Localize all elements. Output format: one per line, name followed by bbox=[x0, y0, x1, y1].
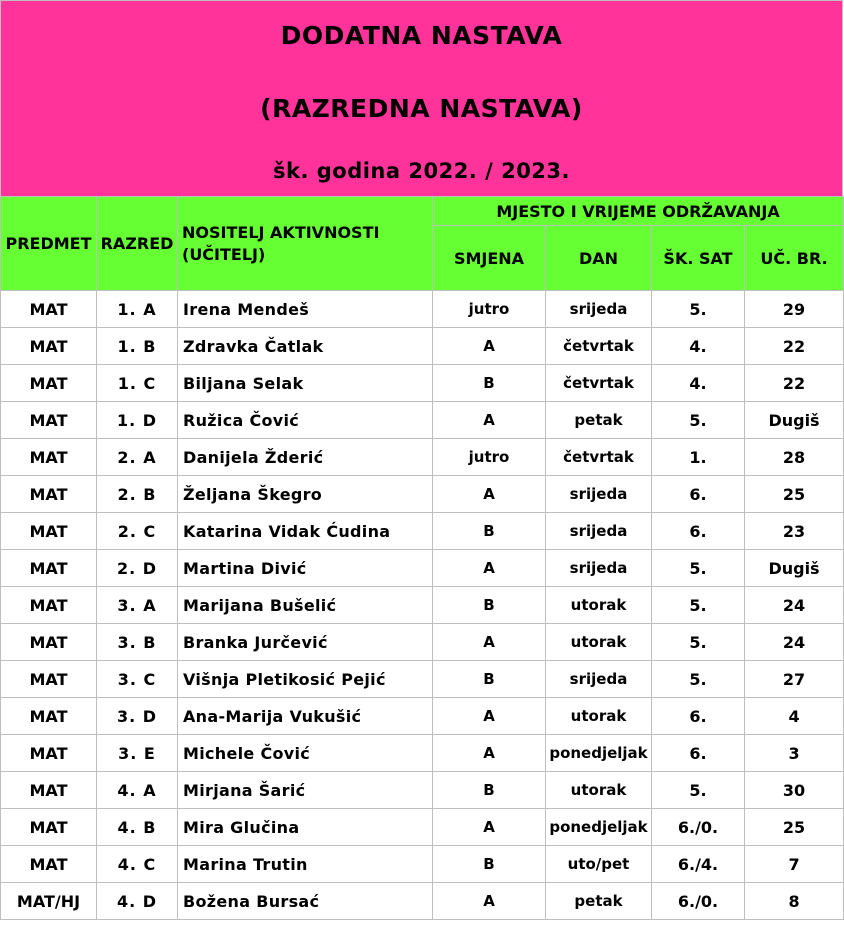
cell-razred: 1. C bbox=[97, 365, 178, 402]
cell-smjena: B bbox=[433, 772, 546, 809]
cell-predmet: MAT bbox=[1, 291, 97, 328]
table-row bbox=[1, 735, 844, 772]
cell-smjena: A bbox=[433, 402, 546, 439]
cell-smjena: jutro bbox=[433, 291, 546, 328]
cell-sk-sat: 6./0. bbox=[652, 883, 745, 920]
table-row bbox=[1, 291, 844, 328]
cell-ucitelj: Branka Jurčević bbox=[178, 624, 433, 661]
cell-razred: 1. A bbox=[97, 291, 178, 328]
cell-smjena: B bbox=[433, 513, 546, 550]
cell-predmet: MAT bbox=[1, 735, 97, 772]
cell-uc-br: Dugiš bbox=[745, 402, 844, 439]
cell-ucitelj: Višnja Pletikosić Pejić bbox=[178, 661, 433, 698]
schedule-table bbox=[0, 196, 844, 920]
cell-dan: srijeda bbox=[546, 513, 652, 550]
cell-ucitelj: Mirjana Šarić bbox=[178, 772, 433, 809]
table-row bbox=[1, 809, 844, 846]
table-row bbox=[1, 698, 844, 735]
cell-sk-sat: 6. bbox=[652, 513, 745, 550]
cell-dan: utorak bbox=[546, 772, 652, 809]
cell-sk-sat: 4. bbox=[652, 328, 745, 365]
cell-ucitelj: Božena Bursać bbox=[178, 883, 433, 920]
cell-uc-br: 24 bbox=[745, 587, 844, 624]
page-subtitle: (RAZREDNA NASTAVA) bbox=[260, 94, 583, 123]
title-block bbox=[0, 0, 843, 196]
cell-smjena: A bbox=[433, 476, 546, 513]
cell-predmet: MAT bbox=[1, 587, 97, 624]
col-header-uc-br: UČ. BR. bbox=[745, 226, 844, 291]
cell-predmet: MAT bbox=[1, 772, 97, 809]
cell-dan: petak bbox=[546, 883, 652, 920]
cell-sk-sat: 4. bbox=[652, 365, 745, 402]
cell-uc-br: 30 bbox=[745, 772, 844, 809]
col-header-sk-sat: ŠK. SAT bbox=[652, 226, 745, 291]
cell-sk-sat: 5. bbox=[652, 587, 745, 624]
school-year: šk. godina 2022. / 2023. bbox=[272, 159, 571, 183]
cell-ucitelj: Ružica Čović bbox=[178, 402, 433, 439]
cell-razred: 3. A bbox=[97, 587, 178, 624]
cell-razred: 4. D bbox=[97, 883, 178, 920]
cell-dan: srijeda bbox=[546, 550, 652, 587]
cell-dan: četvrtak bbox=[546, 328, 652, 365]
cell-smjena: jutro bbox=[433, 439, 546, 476]
cell-uc-br: 29 bbox=[745, 291, 844, 328]
cell-dan: petak bbox=[546, 402, 652, 439]
table-row bbox=[1, 772, 844, 809]
cell-razred: 3. C bbox=[97, 661, 178, 698]
cell-ucitelj: Michele Čović bbox=[178, 735, 433, 772]
col-header-mjesto-group: MJESTO I VRIJEME ODRŽAVANJA bbox=[433, 197, 844, 226]
cell-uc-br: 27 bbox=[745, 661, 844, 698]
col-header-razred: RAZRED bbox=[97, 197, 178, 291]
cell-predmet: MAT bbox=[1, 809, 97, 846]
cell-predmet: MAT bbox=[1, 550, 97, 587]
cell-dan: uto/pet bbox=[546, 846, 652, 883]
cell-ucitelj: Zdravka Čatlak bbox=[178, 328, 433, 365]
cell-dan: utorak bbox=[546, 698, 652, 735]
cell-razred: 2. C bbox=[97, 513, 178, 550]
cell-dan: srijeda bbox=[546, 661, 652, 698]
table-row bbox=[1, 328, 844, 365]
cell-ucitelj: Marijana Bušelić bbox=[178, 587, 433, 624]
table-body bbox=[1, 291, 844, 920]
cell-sk-sat: 6. bbox=[652, 698, 745, 735]
cell-predmet: MAT bbox=[1, 365, 97, 402]
table-row bbox=[1, 846, 844, 883]
cell-predmet: MAT bbox=[1, 328, 97, 365]
table-row bbox=[1, 624, 844, 661]
cell-razred: 2. B bbox=[97, 476, 178, 513]
cell-sk-sat: 6./4. bbox=[652, 846, 745, 883]
cell-predmet: MAT bbox=[1, 698, 97, 735]
cell-razred: 4. B bbox=[97, 809, 178, 846]
cell-uc-br: 23 bbox=[745, 513, 844, 550]
cell-uc-br: 3 bbox=[745, 735, 844, 772]
cell-predmet: MAT bbox=[1, 661, 97, 698]
cell-razred: 2. A bbox=[97, 439, 178, 476]
cell-ucitelj: Marina Trutin bbox=[178, 846, 433, 883]
cell-ucitelj: Željana Škegro bbox=[178, 476, 433, 513]
table-row bbox=[1, 513, 844, 550]
cell-razred: 3. E bbox=[97, 735, 178, 772]
table-row bbox=[1, 661, 844, 698]
page-title: DODATNA NASTAVA bbox=[280, 21, 563, 50]
cell-smjena: A bbox=[433, 735, 546, 772]
cell-razred: 3. D bbox=[97, 698, 178, 735]
cell-sk-sat: 5. bbox=[652, 661, 745, 698]
cell-uc-br: 4 bbox=[745, 698, 844, 735]
table-row bbox=[1, 439, 844, 476]
cell-uc-br: 22 bbox=[745, 365, 844, 402]
table-row bbox=[1, 365, 844, 402]
cell-predmet: MAT bbox=[1, 846, 97, 883]
cell-predmet: MAT bbox=[1, 513, 97, 550]
cell-predmet: MAT bbox=[1, 439, 97, 476]
cell-smjena: A bbox=[433, 624, 546, 661]
cell-sk-sat: 1. bbox=[652, 439, 745, 476]
table-row bbox=[1, 550, 844, 587]
cell-ucitelj: Mira Glučina bbox=[178, 809, 433, 846]
cell-uc-br: 7 bbox=[745, 846, 844, 883]
cell-sk-sat: 6./0. bbox=[652, 809, 745, 846]
cell-razred: 2. D bbox=[97, 550, 178, 587]
cell-ucitelj: Biljana Selak bbox=[178, 365, 433, 402]
cell-smjena: A bbox=[433, 698, 546, 735]
cell-uc-br: Dugiš bbox=[745, 550, 844, 587]
col-header-nositelj: NOSITELJ AKTIVNOSTI (UČITELJ) bbox=[178, 197, 433, 291]
col-header-smjena: SMJENA bbox=[433, 226, 546, 291]
cell-predmet: MAT bbox=[1, 624, 97, 661]
cell-dan: ponedjeljak bbox=[546, 735, 652, 772]
cell-razred: 3. B bbox=[97, 624, 178, 661]
cell-dan: ponedjeljak bbox=[546, 809, 652, 846]
cell-sk-sat: 5. bbox=[652, 624, 745, 661]
cell-dan: utorak bbox=[546, 624, 652, 661]
cell-sk-sat: 5. bbox=[652, 772, 745, 809]
cell-ucitelj: Danijela Žderić bbox=[178, 439, 433, 476]
cell-smjena: B bbox=[433, 587, 546, 624]
header-row bbox=[1, 197, 844, 226]
cell-uc-br: 25 bbox=[745, 476, 844, 513]
col-header-predmet: PREDMET bbox=[1, 197, 97, 291]
cell-smjena: B bbox=[433, 661, 546, 698]
table-row bbox=[1, 883, 844, 920]
cell-sk-sat: 6. bbox=[652, 735, 745, 772]
cell-dan: četvrtak bbox=[546, 365, 652, 402]
cell-smjena: B bbox=[433, 846, 546, 883]
cell-predmet: MAT bbox=[1, 402, 97, 439]
cell-smjena: A bbox=[433, 809, 546, 846]
cell-dan: utorak bbox=[546, 587, 652, 624]
cell-smjena: B bbox=[433, 365, 546, 402]
cell-ucitelj: Martina Divić bbox=[178, 550, 433, 587]
cell-uc-br: 22 bbox=[745, 328, 844, 365]
cell-sk-sat: 6. bbox=[652, 476, 745, 513]
cell-dan: srijeda bbox=[546, 291, 652, 328]
cell-smjena: A bbox=[433, 328, 546, 365]
cell-uc-br: 8 bbox=[745, 883, 844, 920]
cell-ucitelj: Irena Mendeš bbox=[178, 291, 433, 328]
cell-smjena: A bbox=[433, 550, 546, 587]
cell-razred: 4. A bbox=[97, 772, 178, 809]
table-row bbox=[1, 587, 844, 624]
table-row bbox=[1, 476, 844, 513]
table-row bbox=[1, 402, 844, 439]
cell-sk-sat: 5. bbox=[652, 550, 745, 587]
cell-ucitelj: Ana-Marija Vukušić bbox=[178, 698, 433, 735]
cell-smjena: A bbox=[433, 883, 546, 920]
cell-razred: 1. D bbox=[97, 402, 178, 439]
cell-dan: četvrtak bbox=[546, 439, 652, 476]
cell-ucitelj: Katarina Vidak Ćudina bbox=[178, 513, 433, 550]
col-header-dan: DAN bbox=[546, 226, 652, 291]
cell-predmet: MAT/HJ bbox=[1, 883, 97, 920]
cell-dan: srijeda bbox=[546, 476, 652, 513]
cell-uc-br: 25 bbox=[745, 809, 844, 846]
cell-sk-sat: 5. bbox=[652, 291, 745, 328]
cell-uc-br: 28 bbox=[745, 439, 844, 476]
cell-uc-br: 24 bbox=[745, 624, 844, 661]
cell-razred: 4. C bbox=[97, 846, 178, 883]
cell-predmet: MAT bbox=[1, 476, 97, 513]
cell-sk-sat: 5. bbox=[652, 402, 745, 439]
cell-razred: 1. B bbox=[97, 328, 178, 365]
